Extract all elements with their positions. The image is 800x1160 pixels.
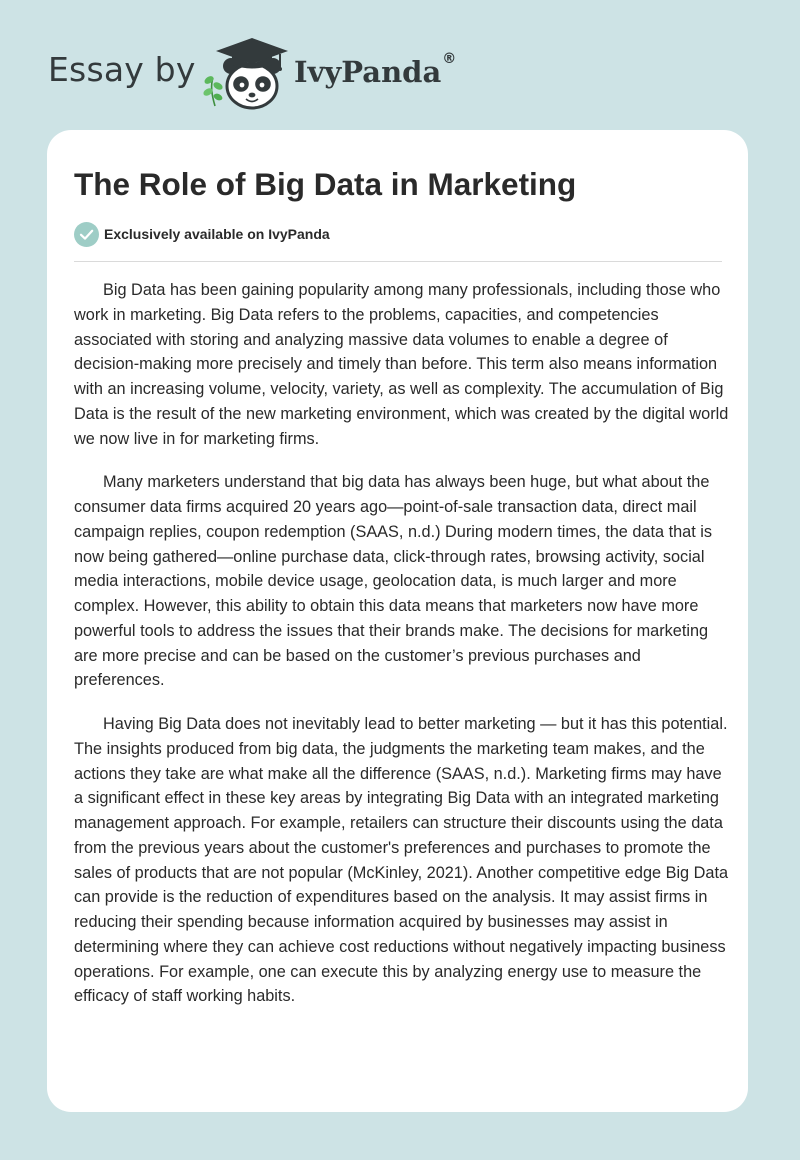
paragraph: Big Data has been gaining popularity among many professionals, including those who work in marketing. Big Data refers to the problems, capacities, and competencies associated with storing and analyzing massive data volumes to enable a degree of decision-making more precisely and timely than before. This term also means information with an increasing volume, velocity, variety, as well as complexity. The accumulation of Big Data is the result of the new marketing environment, which was created by the digital world we now live in for marketing firms.	[74, 281, 729, 448]
paragraph: Many marketers understand that big data has always been huge, but what about the consumer data firms acquired 20 years ago—point-of-sale transaction data, direct mail campaign replies, coupon redemption (SAAS, n.d.) During modern times, the data that is now being gathered—online purchase data, click-through rates, browsing activity, social media interactions, mobile device usage, geolocation data, is much larger and more complex. However, this ability to obtain this data means that marketers now have more powerful tools to address the issues that their brands make. The decisions for marketing are more precise and can be based on the customer’s previous purchases and preferences.	[74, 473, 713, 690]
check-icon	[74, 222, 99, 247]
ivypanda-brand-name[interactable]	[294, 51, 457, 89]
essay-body	[74, 278, 734, 1028]
exclusive-badge	[74, 221, 330, 247]
registered-mark: ®	[442, 51, 457, 67]
exclusive-badge-label: Exclusively available on IvyPanda	[104, 226, 330, 242]
essay-title: The Role of Big Data in Marketing	[74, 166, 577, 202]
essay-card	[47, 130, 748, 1112]
panda-graduate-logo-icon[interactable]	[200, 34, 292, 110]
brand-name-text: IvyPanda	[294, 55, 442, 89]
site-header	[0, 0, 800, 130]
essay-by-label: Essay by	[48, 50, 196, 89]
paragraph: Having Big Data does not inevitably lead to better marketing — but it has this potential. The insights produced from big data, the judgments the marketing team makes, and the actions they take are what make all the difference (SAAS, n.d.). Marketing firms may have a significant effect in these key areas by integrating Big Data with an integrated marketing management approach. For example, retailers can structure their discounts using the data from the previous years about the customer's preferences and purchases to promote the sales of products that are not popular (McKinley, 2021). Another competitive edge Big Data can provide is the reduction of expenditures based on the analysis. It may assist firms in reducing their spending because information acquired by businesses may assist in determining where they can achieve cost reductions without negatively impacting business operations. For example, one can execute this by analyzing energy use to measure the efficacy of staff working habits.	[74, 715, 729, 1006]
title-divider	[74, 261, 722, 262]
